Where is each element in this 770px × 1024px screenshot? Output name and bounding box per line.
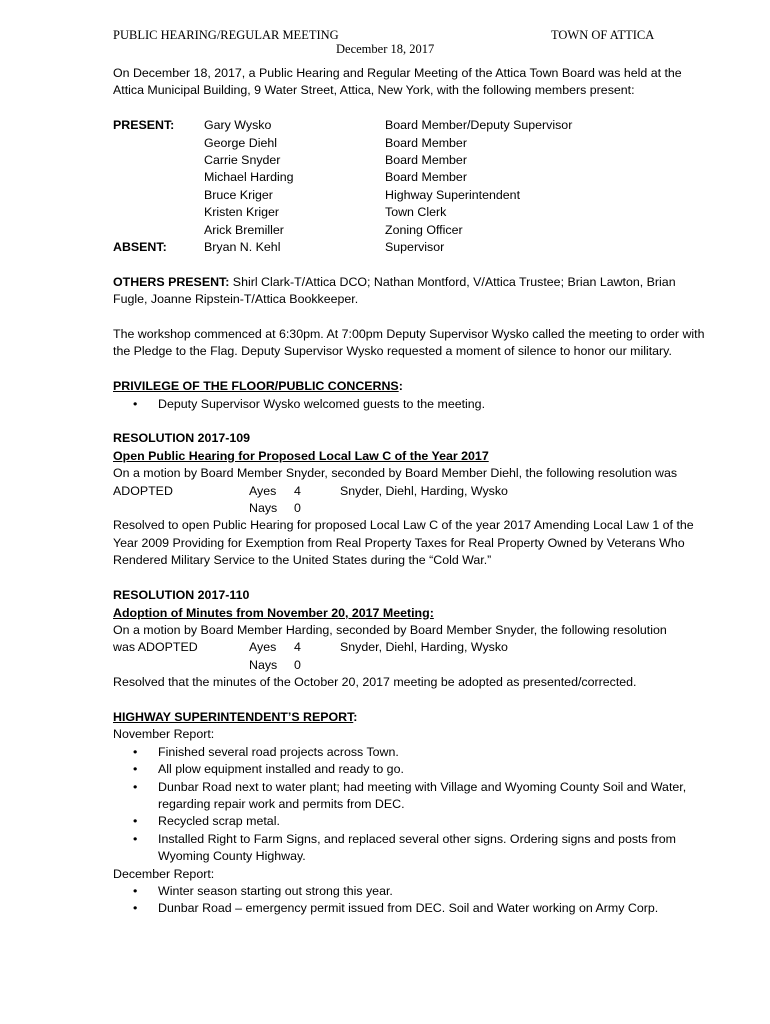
workshop-paragraph: The workshop commenced at 6:30pm. At 7:00pm Deputy Supervisor Wysko called the meeting to order with the Pledge to the Flag. Deputy Supervisor Wysko requested a moment of silence to honor our military. [113, 327, 705, 359]
others-present-label: OTHERS PRESENT: [113, 274, 230, 289]
adopted-label: was ADOPTED [113, 640, 198, 655]
resolution-109-title: Open Public Hearing for Proposed Local Law C of the Year 2017 [113, 448, 489, 463]
attendance-row [113, 187, 713, 204]
resolution-110-title: Adoption of Minutes from November 20, 2017 Meeting: [113, 605, 434, 620]
voters: Snyder, Diehl, Harding, Wysko [340, 640, 508, 655]
member-role: Board Member [385, 170, 467, 185]
member-role: Board Member [385, 135, 467, 150]
november-report-list [113, 744, 713, 866]
ayes-count: 4 [294, 483, 301, 498]
header-meeting-type: PUBLIC HEARING/REGULAR MEETING [113, 28, 339, 42]
member-name: Bryan N. Kehl [204, 240, 281, 255]
resolution-109-resolved: Resolved to open Public Hearing for proposed Local Law C of the year 2017 Amending Local Law 1 of the Year 2009 Providing for Exemption from Real Property Taxes for Real Property Owned by Veterans Who Rendered Military Service to the United States during the “Cold War.” [113, 518, 694, 568]
resolution-109-motion: On a motion by Board Member Snyder, seconded by Board Member Diehl, the following resolution was [113, 466, 678, 481]
others-present-text: Shirl Clark-T/Attica DCO; Nathan Montford, V/Attica Trustee; Brian Lawton, Brian Fugle, Joanne Ripstein-T/Attica Bookkeeper. [113, 274, 676, 307]
privilege-list [113, 396, 713, 413]
list-item: • Deputy Supervisor Wysko welcomed guests to the meeting. [113, 396, 713, 413]
absent-row [113, 239, 713, 256]
member-name: Gary Wysko [204, 118, 272, 133]
member-role: Board Member [385, 153, 467, 168]
november-report-label: November Report: [113, 727, 215, 742]
present-label: PRESENT: [113, 118, 175, 133]
adopted-label: ADOPTED [113, 483, 173, 498]
resolution-110-motion: On a motion by Board Member Harding, seconded by Board Member Snyder, the following resolution [113, 622, 667, 637]
highway-heading: HIGHWAY SUPERINTENDENT’S REPORT: [113, 709, 358, 724]
member-role: Supervisor [385, 240, 445, 255]
list-item: • Installed Right to Farm Signs, and replaced several other signs. Ordering signs and posts from Wyoming County Highway. [113, 831, 713, 866]
list-item: • All plow equipment installed and ready to go. [113, 761, 713, 778]
ayes-label: Ayes [249, 483, 277, 498]
attendance-row [113, 135, 713, 152]
list-item: • Recycled scrap metal. [113, 813, 713, 830]
others-present-paragraph [113, 274, 713, 309]
list-item: • Finished several road projects across Town. [113, 744, 713, 761]
member-name: George Diehl [204, 135, 278, 150]
vote-ayes-row [113, 639, 713, 656]
nays-label: Nays [249, 501, 278, 516]
resolution-110-number: RESOLUTION 2017-110 [113, 588, 250, 603]
attendance-row [113, 222, 713, 239]
list-item: • Dunbar Road next to water plant; had meeting with Village and Wyoming County Soil and Water, regarding repair work and permits from DEC. [113, 779, 713, 814]
header-town: TOWN OF ATTICA [551, 28, 655, 42]
member-name: Carrie Snyder [204, 153, 281, 168]
member-name: Michael Harding [204, 170, 294, 185]
vote-nays-row [113, 657, 713, 674]
resolution-110-resolved: Resolved that the minutes of the October 20, 2017 meeting be adopted as presented/corrected. [113, 675, 637, 690]
member-name: Kristen Kriger [204, 205, 280, 220]
ayes-label: Ayes [249, 640, 277, 655]
member-name: Bruce Kriger [204, 187, 273, 202]
december-report-list [113, 883, 713, 918]
absent-label: ABSENT: [113, 240, 167, 255]
vote-nays-row [113, 500, 713, 517]
intro-paragraph: On December 18, 2017, a Public Hearing and Regular Meeting of the Attica Town Board was held at the Attica Municipal Building, 9 Water Street, Attica, New York, with the following members present: [113, 66, 682, 98]
nays-count: 0 [294, 657, 301, 672]
privilege-heading: PRIVILEGE OF THE FLOOR/PUBLIC CONCERNS: [113, 379, 403, 394]
list-item: • Winter season starting out strong this year. [113, 883, 713, 900]
member-name: Arick Bremiller [204, 222, 284, 237]
document-body [113, 65, 713, 918]
voters: Snyder, Diehl, Harding, Wysko [340, 483, 508, 498]
member-role: Highway Superintendent [385, 187, 521, 202]
attendance-row [113, 169, 713, 186]
attendance-row [113, 152, 713, 169]
ayes-count: 4 [294, 640, 301, 655]
member-role: Town Clerk [385, 205, 447, 220]
header-date: December 18, 2017 [336, 42, 435, 56]
attendance-row [113, 204, 713, 221]
nays-count: 0 [294, 501, 301, 516]
december-report-label: December Report: [113, 866, 215, 881]
nays-label: Nays [249, 657, 278, 672]
member-role: Zoning Officer [385, 222, 463, 237]
member-role: Board Member/Deputy Supervisor [385, 118, 573, 133]
vote-ayes-row [113, 483, 713, 500]
resolution-109-number: RESOLUTION 2017-109 [113, 431, 251, 446]
attendance-list [113, 117, 713, 256]
list-item: • Dunbar Road – emergency permit issued from DEC. Soil and Water working on Army Corp. [113, 900, 713, 917]
attendance-row [113, 117, 713, 134]
